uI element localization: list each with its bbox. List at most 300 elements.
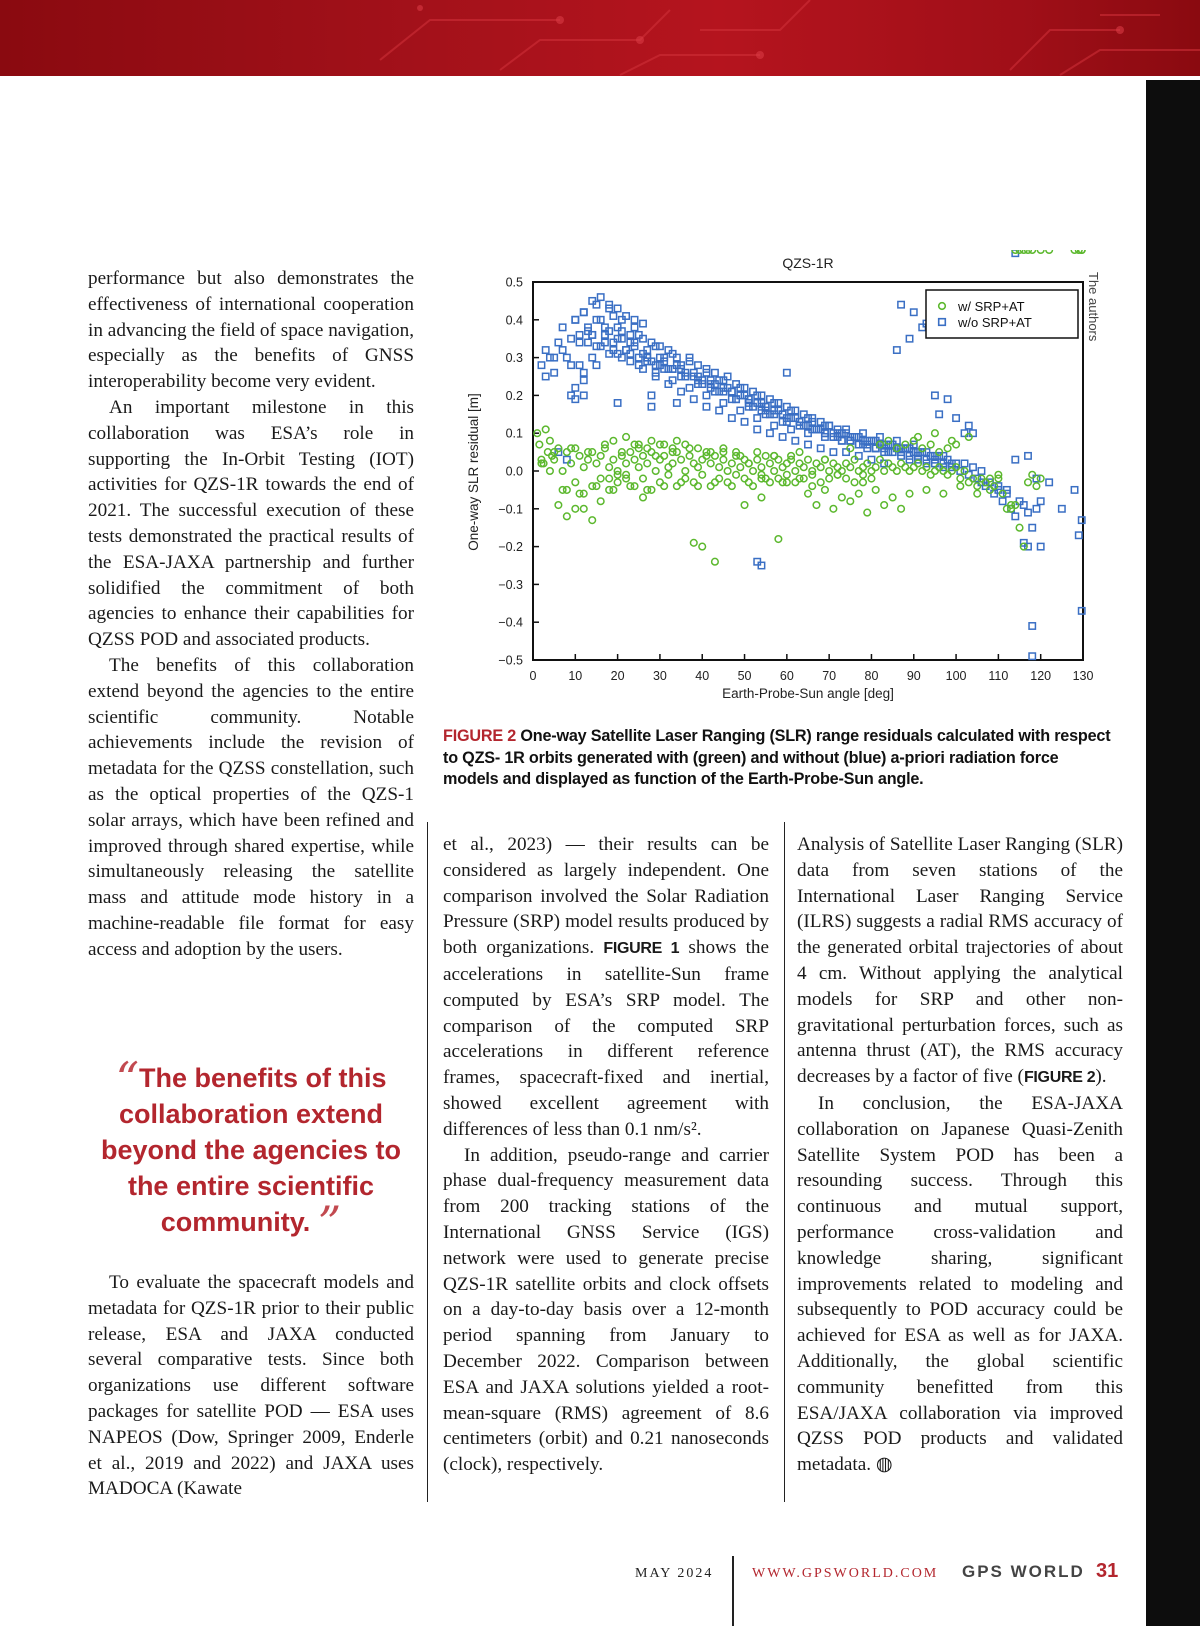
end-mark-icon: ◍ [875, 1454, 893, 1476]
blue-point [716, 407, 722, 413]
blue-point [1071, 487, 1077, 493]
blue-point [674, 400, 680, 406]
green-point [796, 449, 803, 456]
blue-point [568, 362, 574, 368]
blue-point [737, 407, 743, 413]
blue-point [775, 400, 781, 406]
green-point [817, 479, 824, 486]
blue-point [792, 407, 798, 413]
green-point [665, 471, 672, 478]
blue-point [1037, 543, 1043, 549]
blue-point [932, 392, 938, 398]
close-quote-mark: ” [317, 1196, 342, 1250]
green-point [784, 479, 791, 486]
blue-point [771, 422, 777, 428]
green-point [682, 468, 689, 475]
blue-point [966, 422, 972, 428]
green-point [720, 456, 727, 463]
blue-point [564, 456, 570, 462]
x-tick-label: 80 [864, 669, 879, 683]
y-tick-label: −0.4 [498, 615, 523, 630]
blue-point [1029, 525, 1035, 531]
green-point [627, 449, 634, 456]
blue-point [936, 411, 942, 417]
footer-url[interactable]: WWW.GPSWORLD.COM [752, 1566, 939, 1581]
y-tick-label: 0.0 [505, 464, 523, 479]
column-rule [427, 822, 428, 1502]
green-point [593, 460, 600, 467]
green-point [614, 479, 621, 486]
green-point [885, 460, 892, 467]
blue-point [576, 362, 582, 368]
paragraph: To evaluate the spacecraft models and metadata for QZS-1R prior to their public release, ESA and JAXA conducted several comparative tests. Since both organizations use different software packages for satellite POD — ESA uses NAPEOS (Dow, Springer 2009, Enderle et al., 2019 and 2022) and JAXA uses MADOCA (Kawate [88, 1272, 414, 1500]
header-banner [0, 0, 1200, 76]
pull-quote [88, 1052, 414, 1250]
green-point [919, 468, 926, 475]
green-point [775, 475, 782, 482]
blue-point [627, 332, 633, 338]
blue-point [1037, 498, 1043, 504]
green-point [589, 517, 596, 524]
blue-point [597, 317, 603, 323]
blue-point [805, 441, 811, 447]
green-point [707, 460, 714, 467]
x-tick-label: 120 [1030, 669, 1052, 683]
blue-point [1046, 479, 1052, 485]
green-point [834, 464, 841, 471]
green-point [957, 483, 964, 490]
paragraph: In addition, pseudo-range and carrier phase dual-frequency measurement data from 200 tracking stations of the International GNSS Service (IGS) network were used to generate precise QZS-1R satellite orbits and clock offsets on a day-to-day basis over a 12-month period spanning from January to December 2022. Comparison between ESA and JAXA solutions yielded a root-mean-square (RMS) agreement of 8.6 centimeters (orbit) and 0.21 nanoseconds (clock), respectively. [443, 1144, 769, 1476]
green-point [644, 445, 651, 452]
green-point [830, 460, 837, 467]
green-point [741, 502, 748, 509]
blue-point [576, 339, 582, 345]
blue-point [830, 449, 836, 455]
green-point [657, 479, 664, 486]
x-tick-label: 100 [945, 669, 967, 683]
blue-point [703, 404, 709, 410]
green-point [762, 453, 769, 460]
blue-point [813, 426, 819, 432]
x-tick-label: 10 [568, 669, 583, 683]
x-tick-label: 50 [737, 669, 752, 683]
green-point [953, 441, 960, 448]
blue-point [648, 392, 654, 398]
blue-point [648, 404, 654, 410]
green-point [686, 445, 693, 452]
figure-label: FIGURE 2 [443, 727, 517, 745]
green-point [767, 479, 774, 486]
green-point [843, 460, 850, 467]
green-point [716, 475, 723, 482]
y-tick-label: 0.5 [505, 275, 523, 290]
green-point [957, 475, 964, 482]
green-point [699, 543, 706, 550]
green-point [860, 479, 867, 486]
x-tick-label: 20 [610, 669, 625, 683]
blue-point [754, 426, 760, 432]
blue-point [538, 362, 544, 368]
green-point [699, 456, 706, 463]
green-point [669, 460, 676, 467]
blue-point [966, 472, 972, 478]
blue-point [1029, 623, 1035, 629]
paragraph: et al., 2023) — their results can be considered as largely independent. One comparison involved the Solar Radiation Pressure (SRP) model results produced by both organizations. FIGURE 1 shows the accelerations in satellite-Sun frame computed by ESA’s SRP model. The comparison of the computed SRP accelerations in different reference frames, spacecraft-fixed and inertial, showed excellent agreement with differences of less than 0.1 nm/s². [443, 834, 770, 1140]
blue-point [593, 317, 599, 323]
green-point [889, 494, 896, 501]
blue-point [712, 370, 718, 376]
blue-point [741, 385, 747, 391]
x-axis-ticks [530, 654, 1094, 683]
green-point [860, 471, 867, 478]
green-point [750, 468, 757, 475]
green-point [695, 445, 702, 452]
blue-point [729, 396, 735, 402]
y-tick-label: −0.1 [498, 502, 523, 517]
green-point [623, 434, 630, 441]
green-point [678, 456, 685, 463]
figure-1-reference: FIGURE 1 [603, 940, 680, 958]
blue-point [640, 320, 646, 326]
green-point [775, 536, 782, 543]
green-point [822, 487, 829, 494]
blue-point [581, 309, 587, 315]
blue-point [978, 468, 984, 474]
green-point [915, 434, 922, 441]
green-point [690, 540, 697, 547]
green-point [1033, 483, 1040, 490]
green-point [1037, 475, 1044, 482]
green-point [559, 468, 566, 475]
green-point [965, 479, 972, 486]
blue-point [686, 385, 692, 391]
green-point [1029, 250, 1036, 253]
green-point [665, 464, 672, 471]
blue-point [894, 347, 900, 353]
green-point [648, 437, 655, 444]
green-point [580, 464, 587, 471]
green-point [737, 453, 744, 460]
green-point [796, 460, 803, 467]
green-point [826, 468, 833, 475]
green-point [674, 483, 681, 490]
legend-box [926, 290, 1078, 338]
green-point [839, 494, 846, 501]
blue-point [767, 430, 773, 436]
green-point [644, 487, 651, 494]
green-point [572, 479, 579, 486]
green-point [585, 456, 592, 463]
green-point [758, 494, 765, 501]
green-point [741, 456, 748, 463]
green-point [564, 449, 571, 456]
green-point [661, 453, 668, 460]
legend-label-without: w/o SRP+AT [958, 315, 1032, 330]
blue-point [551, 370, 557, 376]
blue-point [906, 336, 912, 342]
blue-point [597, 294, 603, 300]
blue-point [551, 354, 557, 360]
green-point [597, 498, 604, 505]
figure-caption [443, 726, 1113, 791]
page-number: 31 [1096, 1560, 1119, 1582]
green-point [1020, 250, 1027, 253]
green-point [724, 479, 731, 486]
green-point [758, 464, 765, 471]
paragraph: performance but also demonstrates the effectiveness of international cooperation in advancing the field of space navigation, especially as the benefits of GNSS interoperability become very evident. [88, 268, 414, 393]
green-point [906, 490, 913, 497]
blue-point [585, 339, 591, 345]
blue-point [576, 332, 582, 338]
column-left-top [88, 266, 414, 963]
blue-point [826, 422, 832, 428]
x-tick-label: 90 [906, 669, 921, 683]
green-point [805, 490, 812, 497]
blue-point [547, 354, 553, 360]
green-point [847, 464, 854, 471]
blue-point [970, 464, 976, 470]
blue-point [1025, 453, 1031, 459]
y-tick-label: 0.4 [505, 313, 523, 328]
green-point [559, 487, 566, 494]
green-point [847, 498, 854, 505]
green-point [898, 506, 905, 513]
green-point [1025, 479, 1032, 486]
green-point [547, 468, 554, 475]
green-point [606, 464, 613, 471]
green-point [576, 453, 583, 460]
blue-point [961, 460, 967, 466]
y-axis-label: One-way SLR residual [m] [466, 393, 481, 551]
green-point [724, 468, 731, 475]
column-left-bottom [88, 1270, 414, 1502]
green-point [784, 471, 791, 478]
blue-point [572, 317, 578, 323]
blue-point [784, 370, 790, 376]
green-point [674, 437, 681, 444]
green-point [652, 468, 659, 475]
blue-point [581, 377, 587, 383]
blue-point [559, 324, 565, 330]
paragraph: In conclusion, the ESA-JAXA collaboration on Japanese Quasi-Zenith Satellite System POD has been a resounding success. Through this continuous and mutual support, performance cross-validation and knowledge sharing, significant improvements related to modeling and subsequently to POD accuracy could be achieved for ESA as well as for JAXA. Additionally, the global scientific community benefitted from this ESA/JAXA collaboration via improved QZSS POD products and validated metadata. ◍ [797, 1092, 1123, 1476]
green-point [872, 487, 879, 494]
green-point [826, 475, 833, 482]
blue-point [695, 362, 701, 368]
blue-point [610, 313, 616, 319]
blue-point [826, 422, 832, 428]
green-point [851, 479, 858, 486]
blue-point [953, 415, 959, 421]
green-point [635, 464, 642, 471]
green-point [682, 441, 689, 448]
x-tick-label: 60 [779, 669, 794, 683]
green-point [542, 426, 549, 433]
green-point [779, 464, 786, 471]
green-point [593, 483, 600, 490]
green-point [707, 483, 714, 490]
blue-point [720, 400, 726, 406]
chart-title: QZS-1R [782, 255, 834, 271]
green-point [610, 487, 617, 494]
green-point [606, 475, 613, 482]
green-point [872, 464, 879, 471]
green-point [754, 456, 761, 463]
blue-point [792, 438, 798, 444]
green-point [585, 449, 592, 456]
green-point [640, 494, 647, 501]
figure-2-reference: FIGURE 2 [1023, 1069, 1096, 1087]
blue-point [775, 400, 781, 406]
blue-point [665, 366, 671, 372]
green-point [750, 483, 757, 490]
green-point [597, 475, 604, 482]
green-point [881, 468, 888, 475]
green-point [716, 464, 723, 471]
y-tick-label: −0.2 [498, 540, 523, 555]
green-point [894, 468, 901, 475]
green-point [834, 471, 841, 478]
green-point [652, 453, 659, 460]
green-point [784, 460, 791, 467]
caption-text: One-way Satellite Laser Ranging (SLR) range residuals calculated with respect to QZS- 1R orbits generated with (green) and without (blue) a-priori radiation force models and displayed as function of the Earth-Probe-Sun angle. [443, 727, 1111, 788]
green-point [927, 471, 934, 478]
blue-point [779, 434, 785, 440]
column-rule [784, 822, 785, 1502]
green-point [805, 456, 812, 463]
green-point [1046, 250, 1053, 253]
blue-point [754, 415, 760, 421]
green-point [729, 483, 736, 490]
green-point [775, 456, 782, 463]
green-point [817, 464, 824, 471]
y-tick-label: 0.1 [505, 426, 523, 441]
green-point [800, 464, 807, 471]
blue-point [1076, 532, 1082, 538]
green-point [610, 456, 617, 463]
green-point [927, 441, 934, 448]
blue-point [1033, 506, 1039, 512]
paragraph: Analysis of Satellite Laser Ranging (SLR) data from seven stations of the International Laser Ranging Service (ILRS) suggests a radial RMS accuracy of the generated orbital trajectories of about 4 cm. Without applying the analytical models for SRP and other non-gravitational perturbation forces, such as antenna thrust (AT), the RMS accuracy decreases by a factor of five (FIGURE 2). [797, 834, 1123, 1088]
green-point [576, 490, 583, 497]
green-point [555, 502, 562, 509]
green-point [644, 460, 651, 467]
blue-point [817, 445, 823, 451]
green-point [580, 506, 587, 513]
blue-point [559, 347, 565, 353]
blue-point [944, 396, 950, 402]
green-point [822, 456, 829, 463]
x-tick-label: 40 [695, 669, 710, 683]
green-point [712, 453, 719, 460]
green-point [881, 502, 888, 509]
blue-point [741, 419, 747, 425]
blue-point [843, 449, 849, 455]
green-point [754, 449, 761, 456]
blue-point [581, 370, 587, 376]
green-point [695, 483, 702, 490]
blue-point [970, 430, 976, 436]
y-tick-label: −0.5 [498, 653, 523, 668]
green-point [1037, 250, 1044, 253]
green-point [729, 460, 736, 467]
green-point [564, 513, 571, 520]
x-tick-label: 130 [1072, 669, 1094, 683]
green-point [974, 490, 981, 497]
blue-point [555, 339, 561, 345]
green-point [572, 506, 579, 513]
green-point [536, 441, 543, 448]
green-point [843, 475, 850, 482]
blue-point [564, 354, 570, 360]
green-point [741, 475, 748, 482]
green-point [813, 460, 820, 467]
green-point [627, 483, 634, 490]
green-point [767, 460, 774, 467]
blue-point [868, 456, 874, 462]
green-point [661, 483, 668, 490]
y-tick-label: 0.3 [505, 351, 523, 366]
green-point [657, 441, 664, 448]
blue-point [691, 396, 697, 402]
blue-point [961, 430, 967, 436]
legend-label-with: w/ SRP+AT [958, 299, 1025, 314]
green-point [657, 456, 664, 463]
blue-point [813, 426, 819, 432]
green-point [932, 430, 939, 437]
blue-point [729, 415, 735, 421]
green-point [868, 468, 875, 475]
image-credit: The authors [1086, 272, 1101, 342]
blue-point [1029, 653, 1035, 659]
green-point [640, 475, 647, 482]
green-point [792, 479, 799, 486]
green-point [712, 558, 719, 565]
blue-point [788, 426, 794, 432]
blue-point [999, 498, 1005, 504]
green-point [745, 479, 752, 486]
slr-residual-chart [446, 250, 1096, 705]
blue-point [542, 347, 548, 353]
green-point [771, 453, 778, 460]
green-point [648, 449, 655, 456]
blue-point [631, 317, 637, 323]
blue-point [627, 358, 633, 364]
green-point [699, 471, 706, 478]
x-tick-label: 30 [652, 669, 667, 683]
green-point [707, 449, 714, 456]
green-point [813, 502, 820, 509]
green-point [796, 475, 803, 482]
y-tick-label: 0.2 [505, 388, 523, 403]
pull-quote-text: The benefits of this collaboration extend beyond the agencies to the entire scientific community. [100, 1063, 402, 1237]
circuit-decoration [0, 0, 1200, 76]
green-point [686, 453, 693, 460]
green-point [830, 506, 837, 513]
footer-date: MAY 2024 [635, 1566, 714, 1581]
green-point [771, 468, 778, 475]
blue-point [572, 385, 578, 391]
green-point [839, 468, 846, 475]
green-point [855, 468, 862, 475]
blue-point [1025, 509, 1031, 515]
footer-divider [732, 1556, 734, 1626]
green-point [1016, 524, 1023, 531]
green-point [737, 464, 744, 471]
green-point [610, 437, 617, 444]
blue-point [581, 392, 587, 398]
blue-point [631, 324, 637, 330]
green-point [889, 464, 896, 471]
